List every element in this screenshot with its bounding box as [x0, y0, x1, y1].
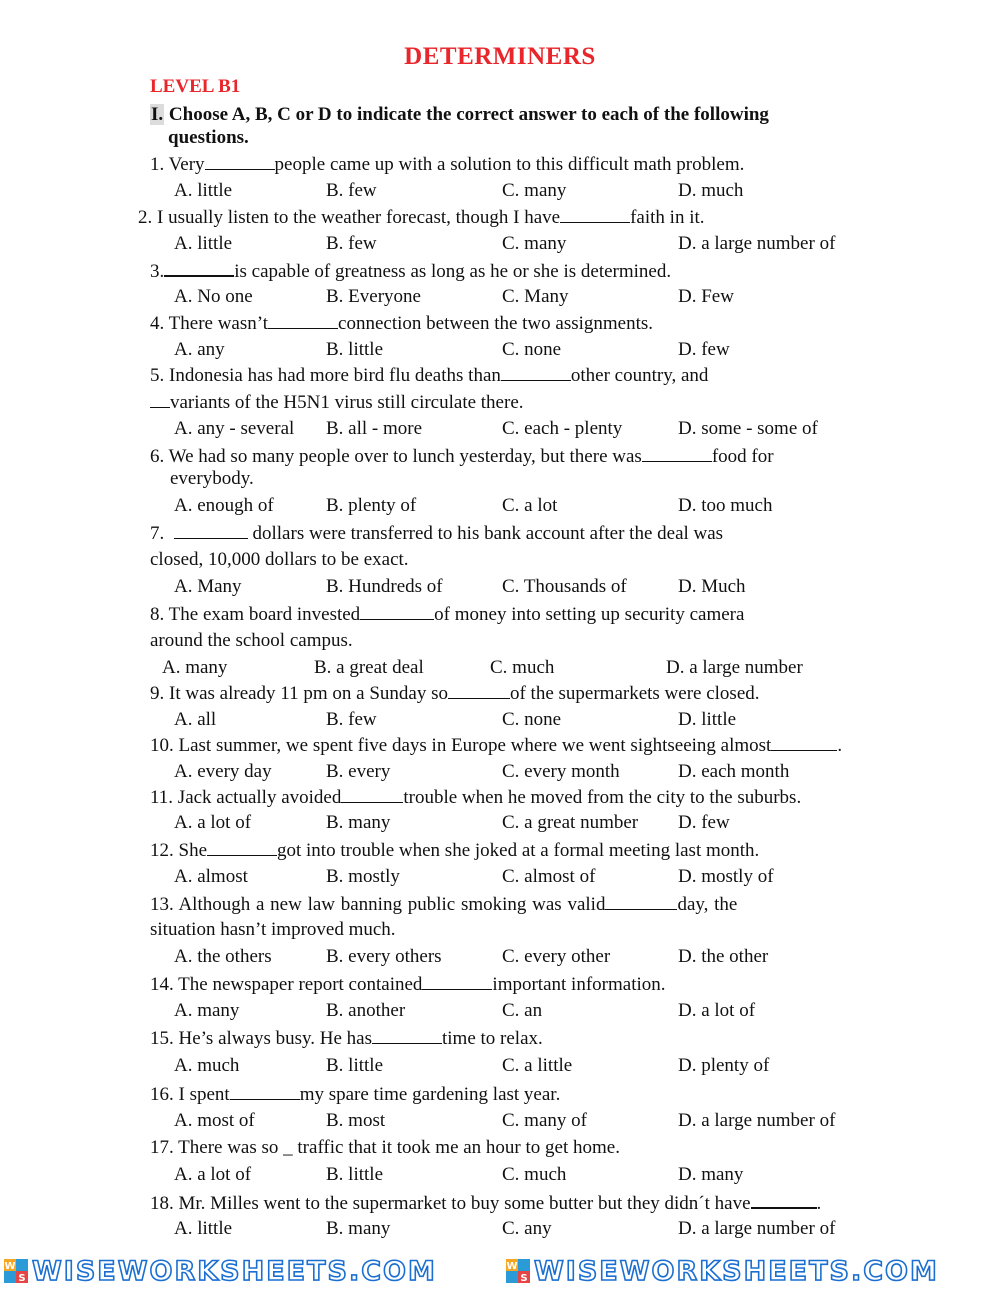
answer-blank[interactable]: [605, 893, 677, 910]
answer-blank[interactable]: [501, 364, 571, 381]
instruction-text: Choose A, B, C or D to indicate the correct answer to each of the following: [168, 104, 769, 125]
question-11: 11. Jack actually avoided trouble when he moved from the city to the suburbs.: [150, 787, 802, 808]
question-4: 4. There wasn’t connection between the two assignments.: [150, 313, 654, 334]
answer-blank[interactable]: [771, 734, 837, 751]
option-b[interactable]: B. plenty of: [326, 495, 417, 516]
option-b[interactable]: B. Hundreds of: [326, 576, 443, 597]
option-c[interactable]: C. a lot: [502, 495, 558, 516]
answer-blank[interactable]: [422, 973, 492, 990]
question-5-line-2: variants of the H5N1 virus still circulate there.: [150, 391, 524, 414]
option-d[interactable]: D. a large number of: [678, 1110, 836, 1131]
option-d[interactable]: D. too much: [678, 495, 773, 516]
option-a[interactable]: A. a lot of: [174, 1164, 252, 1185]
option-d[interactable]: D. few: [678, 812, 730, 833]
option-c[interactable]: C. much: [490, 657, 555, 678]
option-d[interactable]: D. a large number of: [678, 1218, 836, 1239]
option-b[interactable]: B. every: [326, 761, 391, 782]
answer-blank[interactable]: [207, 839, 277, 856]
question-12: 12. She got into trouble when she joked at a formal meeting last month.: [150, 840, 760, 861]
question-10: 10. Last summer, we spent five days in Europe where we went sightseeing almost .: [150, 735, 843, 756]
option-a[interactable]: A. little: [174, 233, 233, 254]
answer-blank[interactable]: [164, 259, 234, 277]
option-a[interactable]: A. Many: [174, 576, 242, 597]
option-c[interactable]: C. Many: [502, 286, 569, 307]
option-a[interactable]: A. any - several: [174, 418, 295, 439]
level-label: LEVEL B1: [150, 76, 241, 97]
option-b[interactable]: B. Everyone: [326, 286, 421, 307]
option-a[interactable]: A. a lot of: [174, 812, 252, 833]
option-b[interactable]: B. few: [326, 709, 377, 730]
option-c[interactable]: C. each - plenty: [502, 418, 623, 439]
option-d[interactable]: D. many: [678, 1164, 744, 1185]
answer-blank[interactable]: [560, 206, 630, 223]
option-c[interactable]: C. every other: [502, 946, 611, 967]
answer-blank[interactable]: [174, 522, 248, 539]
option-a[interactable]: A. most of: [174, 1110, 255, 1131]
option-d[interactable]: D. little: [678, 709, 737, 730]
option-b[interactable]: B. few: [326, 233, 377, 254]
instruction: [150, 103, 850, 149]
option-d[interactable]: D. a lot of: [678, 1000, 756, 1021]
option-d[interactable]: D. much: [678, 180, 744, 201]
option-c[interactable]: C. a little: [502, 1055, 573, 1076]
answer-blank[interactable]: [230, 1083, 300, 1100]
option-b[interactable]: B. another: [326, 1000, 406, 1021]
wiseworksheets-logo-icon: [4, 1259, 28, 1283]
option-b[interactable]: B. most: [326, 1110, 386, 1131]
option-b[interactable]: B. every others: [326, 946, 442, 967]
option-c[interactable]: C. a great number: [502, 812, 639, 833]
footer-watermark: [0, 1252, 1000, 1291]
option-c[interactable]: C. none: [502, 709, 562, 730]
answer-blank[interactable]: [372, 1027, 442, 1044]
option-a[interactable]: A. little: [174, 180, 233, 201]
answer-blank[interactable]: [205, 153, 275, 170]
option-c[interactable]: C. Thousands of: [502, 576, 627, 597]
question-13: 13. Although a new law banning public smoking was valid day, the: [150, 894, 738, 915]
option-b[interactable]: B. many: [326, 1218, 391, 1239]
question-15: 15. He’s always busy. He has time to relax.: [150, 1028, 543, 1049]
option-c[interactable]: C. many of: [502, 1110, 587, 1131]
option-d[interactable]: D. a large number of: [678, 233, 836, 254]
option-a[interactable]: A. almost: [174, 866, 248, 887]
logo-letter-top: W: [4, 1261, 16, 1272]
option-b[interactable]: B. mostly: [326, 866, 400, 887]
option-a[interactable]: A. the others: [174, 946, 272, 967]
option-d[interactable]: D. some - some of: [678, 418, 818, 439]
option-b[interactable]: B. a great deal: [314, 657, 424, 678]
question-2: 2. I usually listen to the weather forecast, though I have faith in it.: [138, 207, 705, 228]
option-a[interactable]: A. little: [174, 1218, 233, 1239]
option-a[interactable]: A. many: [174, 1000, 240, 1021]
answer-blank[interactable]: [341, 786, 403, 803]
instruction-text-2: questions.: [168, 127, 249, 148]
answer-blank[interactable]: [751, 1191, 817, 1209]
option-a[interactable]: A. much: [174, 1055, 240, 1076]
question-17: 17. There was so _ traffic that it took me an hour to get home.: [150, 1137, 620, 1158]
wiseworksheets-logo-icon: [506, 1259, 530, 1283]
question-6-line-2: everybody.: [170, 468, 254, 489]
brand-text: WISEWORKSHEETS.COM: [32, 1256, 437, 1287]
option-d[interactable]: D. the other: [678, 946, 769, 967]
option-a[interactable]: A. enough of: [174, 495, 274, 516]
option-c[interactable]: C. any: [502, 1218, 552, 1239]
answer-blank[interactable]: [642, 445, 712, 462]
question-6: 6. We had so many people over to lunch yesterday, but there was food for: [150, 446, 774, 467]
question-1: 1. Very people came up with a solution to this difficult math problem.: [150, 154, 745, 175]
brand-text: WISEWORKSHEETS.COM: [534, 1256, 939, 1287]
option-d[interactable]: D. mostly of: [678, 866, 774, 887]
question-13-line-2: situation hasn’t improved much.: [150, 919, 396, 940]
option-a[interactable]: A. many: [162, 657, 228, 678]
question-7: 7. dollars were transferred to his bank account after the deal was: [150, 523, 724, 544]
option-b[interactable]: B. all - more: [326, 418, 423, 439]
logo-letter-bottom: S: [520, 1273, 528, 1283]
option-d[interactable]: D. each month: [678, 761, 790, 782]
option-b[interactable]: B. little: [326, 339, 383, 360]
option-d[interactable]: D. plenty of: [678, 1055, 770, 1076]
option-d[interactable]: D. few: [678, 339, 730, 360]
option-a[interactable]: A. No one: [174, 286, 253, 307]
question-5: 5. Indonesia has had more bird flu deaths than other country, and: [150, 365, 709, 386]
option-c[interactable]: C. every month: [502, 761, 620, 782]
option-c[interactable]: C. almost of: [502, 866, 596, 887]
option-a[interactable]: A. any: [174, 339, 225, 360]
option-b[interactable]: B. few: [326, 180, 377, 201]
answer-blank[interactable]: [360, 603, 434, 620]
question-3: 3. is capable of greatness as long as he or she is determined.: [150, 261, 672, 282]
option-a[interactable]: A. every day: [174, 761, 272, 782]
question-8: 8. The exam board invested of money into setting up security camera: [150, 604, 745, 625]
question-9: 9. It was already 11 pm on a Sunday so of the supermarkets were closed.: [150, 683, 760, 704]
option-a[interactable]: A. all: [174, 709, 217, 730]
option-c[interactable]: C. much: [502, 1164, 567, 1185]
question-16: 16. I spent my spare time gardening last year.: [150, 1084, 561, 1105]
option-c[interactable]: C. an: [502, 1000, 543, 1021]
page-title: DETERMINERS: [404, 43, 596, 70]
answer-blank[interactable]: [268, 312, 338, 329]
option-c[interactable]: C. none: [502, 339, 562, 360]
question-7-line-2: closed, 10,000 dollars to be exact.: [150, 549, 409, 570]
option-c[interactable]: C. many: [502, 180, 567, 201]
question-18: 18. Mr. Milles went to the supermarket to buy some butter but they didn´t have .: [150, 1193, 822, 1214]
answer-blank[interactable]: [448, 682, 510, 699]
option-b[interactable]: B. many: [326, 812, 391, 833]
option-d[interactable]: D. Few: [678, 286, 734, 307]
question-8-line-2: around the school campus.: [150, 630, 353, 651]
question-14: 14. The newspaper report contained important information.: [150, 974, 666, 995]
answer-blank[interactable]: [150, 391, 170, 408]
option-c[interactable]: C. many: [502, 233, 567, 254]
option-d[interactable]: D. a large number: [666, 657, 803, 678]
option-b[interactable]: B. little: [326, 1164, 383, 1185]
logo-letter-bottom: S: [18, 1273, 26, 1283]
logo-letter-top: W: [506, 1261, 518, 1272]
option-d[interactable]: D. Much: [678, 576, 746, 597]
instruction-number: I.: [151, 104, 164, 125]
option-b[interactable]: B. little: [326, 1055, 383, 1076]
